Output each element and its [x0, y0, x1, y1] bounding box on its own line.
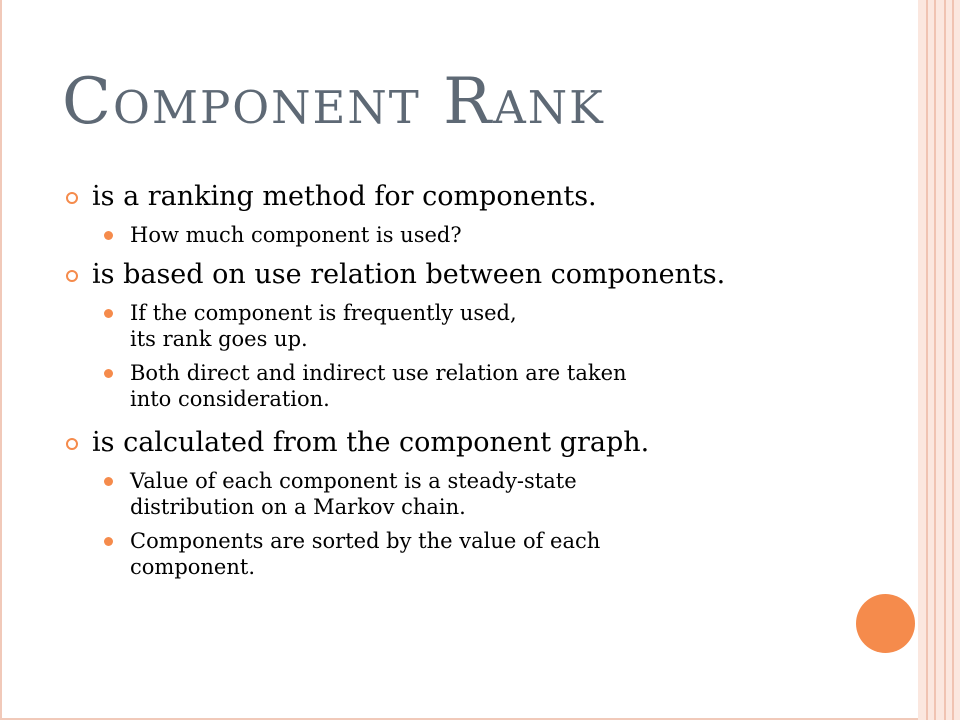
bullet-point [66, 258, 856, 292]
sub-bullet-line: Components are sorted by the value of each [130, 529, 601, 553]
sub-bullet-line: Value of each component is a steady-state [130, 469, 577, 493]
sub-bullet-point [66, 300, 856, 352]
sub-bullet-line: If the component is frequently used, [130, 301, 517, 325]
sub-bullet-line: How much component is used? [130, 223, 462, 247]
sub-bullet-line: Both direct and indirect use relation are taken [130, 361, 627, 385]
sub-bullet-line: component. [130, 555, 255, 579]
dot-bullet-icon [104, 231, 113, 240]
sub-bullet-point [66, 360, 856, 412]
stripe-line [934, 0, 936, 720]
bullet-text: is a ranking method for components. [92, 181, 597, 212]
stripe-line [944, 0, 946, 720]
ring-bullet-icon [66, 438, 78, 450]
dot-bullet-icon [104, 309, 113, 318]
slide-title: Component Rank [62, 65, 605, 139]
stripe-line [926, 0, 928, 720]
dot-bullet-icon [104, 537, 113, 546]
bullet-text: is calculated from the component graph. [92, 427, 650, 458]
sub-bullet-line: its rank goes up. [130, 327, 308, 351]
sub-bullet-line: into consideration. [130, 387, 330, 411]
bullet-point [66, 426, 856, 460]
sub-bullet-line: distribution on a Markov chain. [130, 495, 466, 519]
sub-bullet-point [66, 528, 856, 580]
sub-bullet-point [66, 222, 856, 248]
ring-bullet-icon [66, 270, 78, 282]
decorative-circle [856, 594, 915, 653]
bullet-text: is based on use relation between components. [92, 259, 726, 290]
bullet-list [66, 180, 856, 580]
stripe-line [952, 0, 954, 720]
bullet-point [66, 180, 856, 214]
dot-bullet-icon [104, 369, 113, 378]
ring-bullet-icon [66, 192, 78, 204]
decorative-stripes [918, 0, 960, 720]
dot-bullet-icon [104, 477, 113, 486]
sub-bullet-point [66, 468, 856, 520]
